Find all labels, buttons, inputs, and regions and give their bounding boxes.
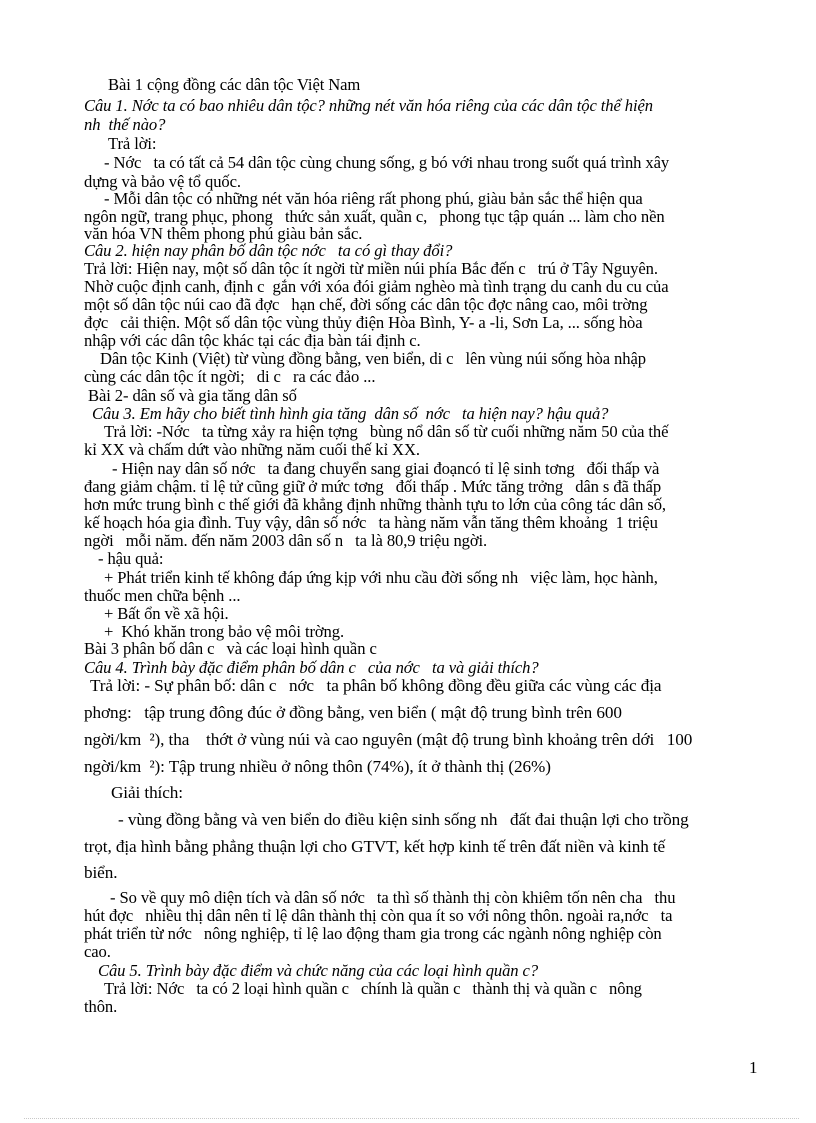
explanation-line: cao. [84,942,111,961]
explanation-line: biển. [84,863,118,882]
consequence-label: - hậu quả: [98,549,164,568]
question-4: Câu 4. Trình bày đặc điểm phân bố dân c của nớc ta và giải thích? [84,658,539,677]
answer-line: đợc cải thiện. Một số dân tộc vùng thủy điện Hòa Bình, Y- a -li, Sơn La, ... sống hòa [84,313,643,332]
answer-line: ngời/km ²): Tập trung nhiều ở nông thôn (74%), ít ở thành thị (26%) [84,757,551,776]
explanation-label: Giải thích: [111,783,183,802]
answer-label: Trả lời: [108,134,157,153]
answer-line: ngời mỗi năm. đến năm 2003 dân số n ta là 80,9 triệu ngời. [84,531,488,550]
answer-line: kế hoạch hóa gia đình. Tuy vậy, dân số nớc ta hàng năm vẫn tăng thêm khoảng 1 triệu [84,513,658,532]
consequence-item: + Bất ổn về xã hội. [104,604,229,623]
lesson-1-heading: Bài 1 cộng đồng các dân tộc Việt Nam [108,75,361,94]
answer-line: văn hóa VN thêm phong phú giàu bản sắc. [84,224,363,243]
explanation-line: phát triển từ nớc nông nghiệp, tỉ lệ lao động tham gia trong các ngành nông nghiệp còn [84,924,662,943]
answer-line: Dân tộc Kinh (Việt) từ vùng đồng bằng, ven biển, di c lên vùng núi sống hòa nhập [100,349,646,368]
question-1-cont: nh thế nào? [84,115,166,134]
answer-line: đang giảm chậm. tỉ lệ tử cũng giữ ở mức tơng đối thấp . Mức tăng trởng dân s đã thấp [84,477,662,496]
question-2: Câu 2. hiện nay phân bố dân tộc nớc ta có gì thay đổi? [84,241,453,260]
consequence-item-cont: thuốc men chữa bệnh ... [84,586,241,605]
answer-line: cùng các dân tộc ít ngời; di c ra các đảo ... [84,367,376,386]
page-bottom-divider [24,1118,799,1119]
answer-line: Trả lời: - Sự phân bố: dân c nớc ta phân bố không đồng đều giữa các vùng các địa [90,676,662,695]
answer-line: Trả lời: Nớc ta có 2 loại hình quần c chính là quần c thành thị và quần c nông [104,979,642,998]
answer-line: ngời/km ²), tha thớt ở vùng núi và cao nguyên (mật độ trung bình khoảng trên dới 100 [84,730,693,749]
answer-line: dựng và bảo vệ tổ quốc. [84,172,241,191]
answer-line: nhập với các dân tộc khác tại các địa bàn tái định c. [84,331,421,350]
answer-line: - Mỗi dân tộc có những nét văn hóa riêng rất phong phú, giàu bản sắc thể hiện qua [104,189,643,208]
explanation-line: hút đợc nhiều thị dân nên tỉ lệ dân thành thị còn qua ít so với nông thôn. ngoài ra,nớc ta [84,906,673,925]
explanation-line: trọt, địa hình bằng phẳng thuận lợi cho GTVT, kết hợp kinh tế trên đất niền và kinh tế [84,837,666,856]
question-3: Câu 3. Em hãy cho biết tình hình gia tăng dân số nớc ta hiện nay? hậu quả? [92,404,609,423]
question-1: Câu 1. Nớc ta có bao nhiêu dân tộc? những nét văn hóa riêng của các dân tộc thể hiện [84,96,653,115]
consequence-item: + Khó khăn trong bảo vệ môi trờng. [104,622,344,641]
answer-line: hơn mức trung bình c thế giới đã khẳng định những thành tựu to lớn của công tác dân số, [84,495,666,514]
explanation-line: - vùng đồng bằng và ven biển do điều kiện sinh sống nh đất đai thuận lợi cho trồng [118,810,689,829]
answer-line: một số dân tộc núi cao đã đợc hạn chế, đời sống các dân tộc đợc nâng cao, môi trờng [84,295,648,314]
answer-line: phơng: tập trung đông đúc ở đồng bằng, ven biển ( mật độ trung bình trên 600 [84,703,622,722]
answer-line: - Nớc ta có tất cả 54 dân tộc cùng chung sống, g bó với nhau trong suốt quá trình xây [104,153,670,172]
answer-line: Trả lời: Hiện nay, một số dân tộc ít ngời từ miền núi phía Bắc đến c trú ở Tây Nguyên. [84,259,658,278]
answer-line: ngôn ngữ, trang phục, phong thức sản xuất, quần c, phong tục tập quán ... làm cho nền [84,207,665,226]
lesson-3-heading: Bài 3 phân bố dân c và các loại hình quần c [84,639,377,658]
answer-line: - Hiện nay dân số nớc ta đang chuyển sang giai đoạncó tỉ lệ sinh tơng đối thấp và [112,459,660,478]
answer-line: thôn. [84,997,118,1016]
lesson-2-heading: Bài 2- dân số và gia tăng dân số [88,386,297,405]
question-5: Câu 5. Trình bày đặc điểm và chức năng của các loại hình quần c? [98,961,539,980]
page-number: 1 [749,1058,758,1077]
consequence-item: + Phát triển kinh tế không đáp ứng kịp với nhu cầu đời sống nh việc làm, học hành, [104,568,658,587]
explanation-line: - So về quy mô diện tích và dân số nớc ta thì số thành thị còn khiêm tốn nên cha thu [110,888,676,907]
answer-line: Nhờ cuộc định canh, định c gắn với xóa đói giảm nghèo mà tình trạng du canh du cu của [84,277,669,296]
answer-line: Trả lời: -Nớc ta từng xảy ra hiện tợng bùng nổ dân số từ cuối những năm 50 của thế [104,422,669,441]
answer-line: kỉ XX và chấm dứt vào những năm cuối thế kỉ XX. [84,440,420,459]
